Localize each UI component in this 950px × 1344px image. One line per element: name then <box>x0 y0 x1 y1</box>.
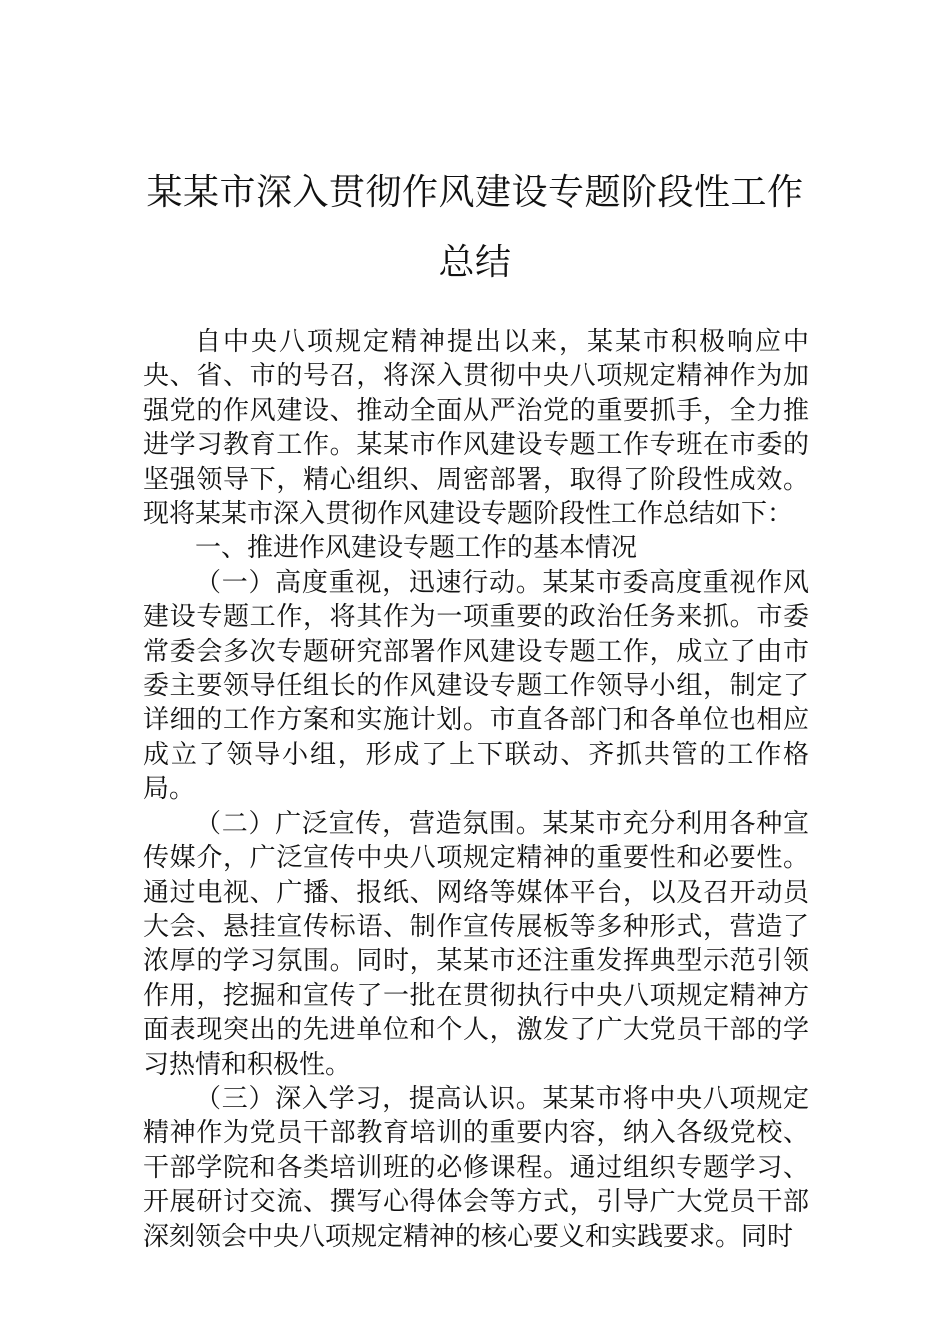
document-body <box>143 325 809 1254</box>
intro-paragraph: 自中央八项规定精神提出以来，某某市积极响应中央、省、市的号召，将深入贯彻中央八项规定精神作为加强党的作风建设、推动全面从严治党的重要抓手，全力推进学习教育工作。某某市作风建设专题工作专班在市委的坚强领导下，精心组织、周密部署，取得了阶段性成效。现将某某市深入贯彻作风建设专题阶段性工作总结如下： <box>143 327 809 530</box>
subsection-paragraph-2: （二）广泛宣传，营造氛围。某某市充分利用各种宣传媒介，广泛宣传中央八项规定精神的重要性和必要性。通过电视、广播、报纸、网络等媒体平台，以及召开动员大会、悬挂宣传标语、制作宣传展板等多种形式，营造了浓厚的学习氛围。同时，某某市还注重发挥典型示范引领作用，挖掘和宣传了一批在贯彻执行中央八项规定精神方面表现突出的先进单位和个人，激发了广大党员干部的学习热情和积极性。 <box>143 808 809 1080</box>
subsection-paragraph-1: （一）高度重视，迅速行动。某某市委高度重视作风建设专题工作，将其作为一项重要的政治任务来抓。市委常委会多次专题研究部署作风建设专题工作，成立了由市委主要领导任组长的作风建设专题工作领导小组，制定了详细的工作方案和实施计划。市直各部门和各单位也相应成立了领导小组，形成了上下联动、齐抓共管的工作格局。 <box>143 567 809 805</box>
document-title: 某某市深入贯彻作风建设专题阶段性工作总结 <box>146 172 804 283</box>
section-heading-1: 一、推进作风建设专题工作的基本情况 <box>195 533 638 564</box>
subsection-paragraph-3: （三）深入学习，提高认识。某某市将中央八项规定精神作为党员干部教育培训的重要内容，纳入各级党校、干部学院和各类培训班的必修课程。通过组织专题学习、开展研讨交流、撰写心得体会等方式，引导广大党员干部深刻领会中央八项规定精神的核心要义和实践要求。同时 <box>143 1083 809 1252</box>
